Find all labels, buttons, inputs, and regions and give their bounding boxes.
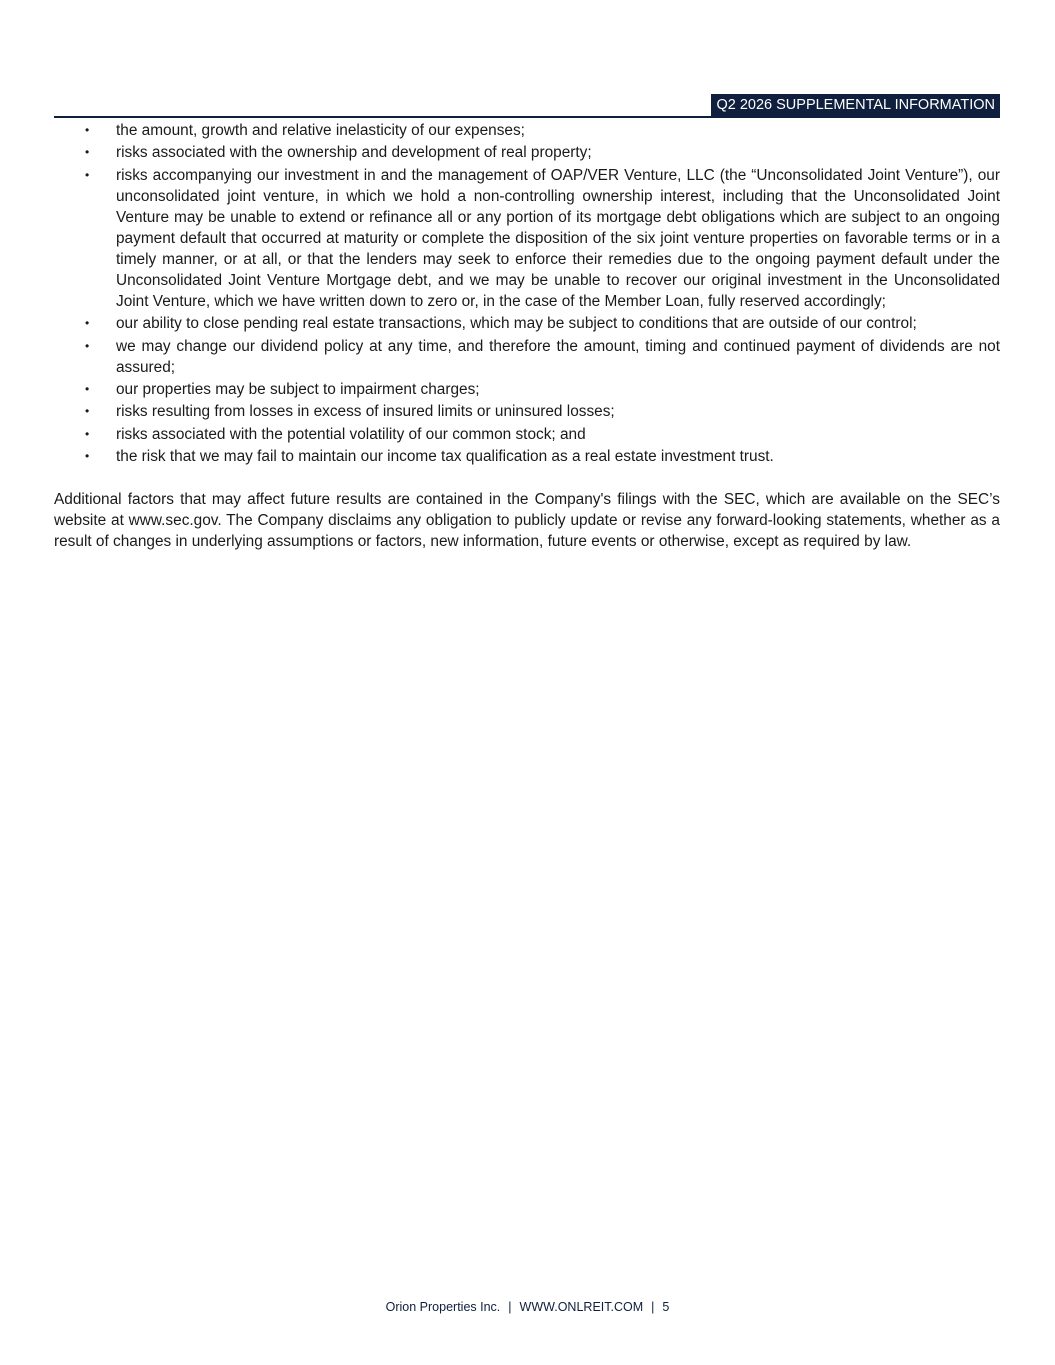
- bullet-icon: •: [85, 338, 90, 353]
- list-item: [54, 120, 1000, 141]
- list-item: [54, 142, 1000, 163]
- risk-factor-list: [54, 120, 1000, 467]
- list-item: [54, 379, 1000, 400]
- page-footer: [0, 1300, 1055, 1314]
- list-item-text: risks accompanying our investment in and the management of OAP/VER Venture, LLC (the “Unconsolidated Joint Venture”), our unconsolidated joint venture, in which we hold a non-controlling ownership interest, including that the Unconsolidated Joint Venture may be unable to extend or refinance all or any portion of its mortgage debt obligations which are subject to an ongoing payment default that occurred at maturity or complete the disposition of the six joint venture properties on favorable terms or in a timely manner, or at all, or that the lenders may seek to enforce their remedies due to the ongoing payment default under the Unconsolidated Joint Venture Mortgage debt, and we may be unable to recover our original investment in the Unconsolidated Joint Venture, which we have written down to zero or, in the case of the Member Loan, fully reserved accordingly;: [116, 166, 1000, 310]
- page-number: 5: [662, 1300, 670, 1314]
- bullet-icon: •: [85, 449, 90, 464]
- footer-company: Orion Properties Inc.: [385, 1300, 501, 1314]
- list-item: [54, 401, 1000, 422]
- list-item: [54, 336, 1000, 378]
- list-item: [54, 165, 1000, 312]
- list-item: [54, 446, 1000, 467]
- list-item-text: the risk that we may fail to maintain our income tax qualification as a real estate investment trust.: [116, 448, 774, 466]
- footer-separator: |: [651, 1300, 655, 1314]
- list-item-text: the amount, growth and relative inelasticity of our expenses;: [116, 122, 525, 139]
- list-item-text: our ability to close pending real estate transactions, which may be subject to conditions that are outside of our control;: [116, 315, 917, 333]
- document-body: [54, 120, 1000, 552]
- list-item-text: risks associated with the potential volatility of our common stock; and: [116, 425, 586, 443]
- footer-website: WWW.ONLREIT.COM: [519, 1300, 644, 1314]
- bullet-icon: •: [85, 167, 90, 182]
- list-item-text: risks resulting from losses in excess of insured limits or uninsured losses;: [116, 403, 615, 421]
- bullet-icon: •: [85, 426, 90, 441]
- closing-paragraph: Additional factors that may affect future results are contained in the Company's filings with the SEC, which are available on the SEC’s website at www.sec.gov. The Company disclaims any obligation to publicly update or revise any forward-looking statements, whether as a result of changes in underlying assumptions or factors, new information, future events or otherwise, except as required by law.: [54, 491, 1000, 551]
- bullet-icon: •: [85, 316, 90, 331]
- bullet-icon: •: [85, 145, 90, 160]
- bullet-icon: •: [85, 123, 90, 137]
- list-item: [54, 313, 1000, 334]
- footer-separator: |: [508, 1300, 512, 1314]
- bullet-icon: •: [85, 404, 90, 419]
- list-item-text: our properties may be subject to impairment charges;: [116, 380, 480, 398]
- bullet-icon: •: [85, 381, 90, 396]
- list-item-text: we may change our dividend policy at any time, and therefore the amount, timing and continued payment of dividends are not assured;: [116, 337, 1000, 376]
- list-item-text: risks associated with the ownership and development of real property;: [116, 144, 592, 162]
- list-item: [54, 424, 1000, 445]
- section-badge: Q2 2026 SUPPLEMENTAL INFORMATION: [711, 94, 1000, 117]
